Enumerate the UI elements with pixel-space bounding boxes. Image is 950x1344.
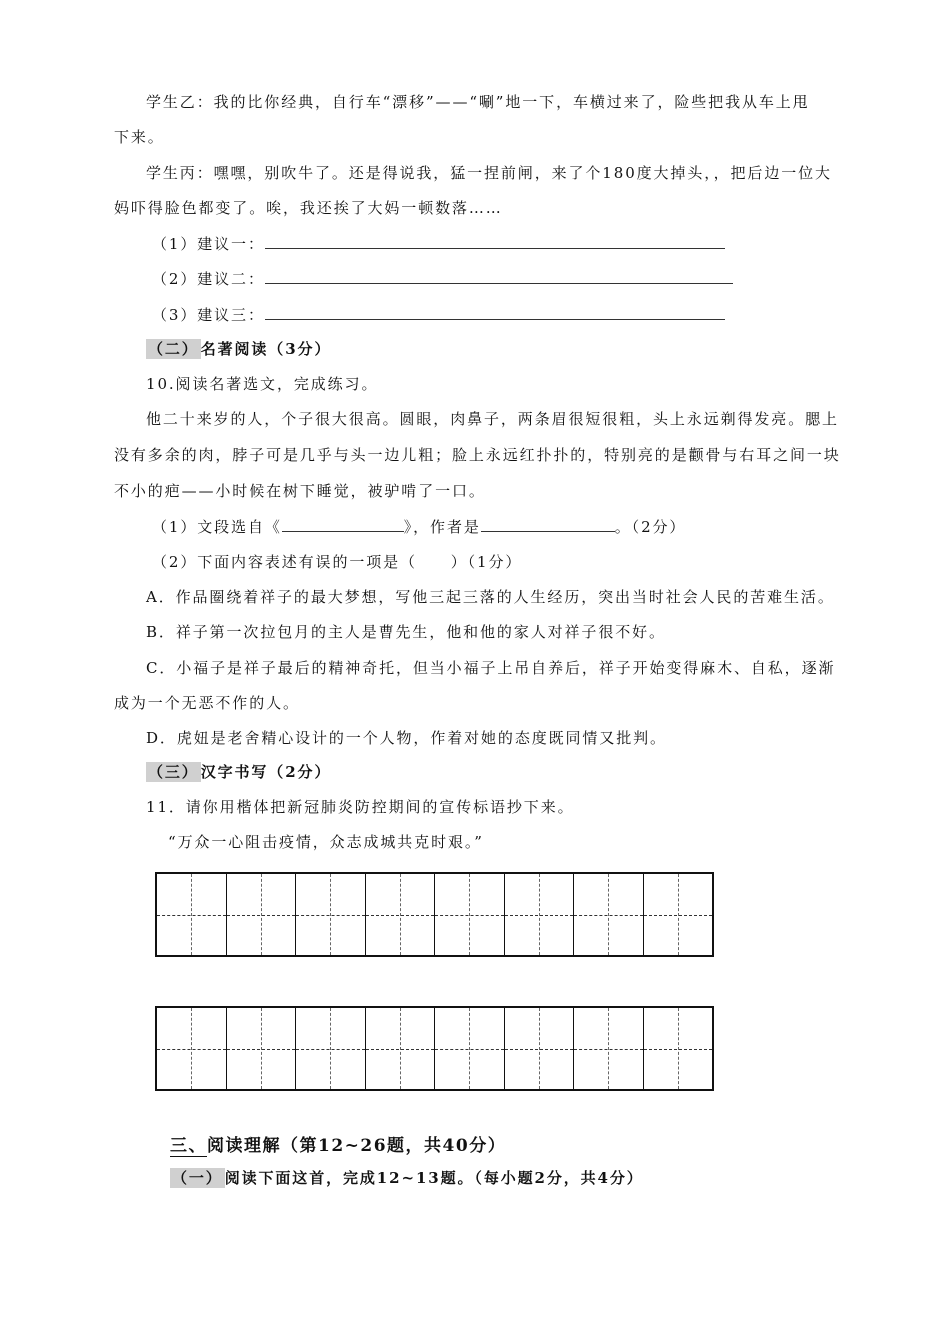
part3-title: 阅读理解（第12~26题，共40分）: [207, 1136, 507, 1156]
book-title-blank[interactable]: [282, 517, 404, 532]
q10-intro: 10.阅读名著选文，完成练习。: [146, 375, 379, 393]
grid-cell[interactable]: [644, 1008, 713, 1089]
grid-cell[interactable]: [227, 1008, 297, 1089]
part3-sub-tag: （一）: [172, 1169, 223, 1187]
section2-tag: （二）: [148, 340, 199, 358]
option-a: A．作品圈绕着祥子的最大梦想，写他三起三落的人生经历，突出当时社会人民的苦难生活。: [146, 588, 835, 606]
q10-1-mid: 》，作者是: [403, 518, 481, 536]
grid-cell[interactable]: [366, 874, 436, 955]
suggestion-2-answer-line[interactable]: [265, 269, 733, 284]
option-c-line1: C．小福子是祥子最后的精神奇托，但当小福子上吊自养后，祥子开始变得麻木、自私，逐渐: [146, 659, 836, 677]
q11-instruction: 11．请你用楷体把新冠肺炎防控期间的宣传标语抄下来。: [146, 798, 575, 816]
suggestion-3-answer-line[interactable]: [265, 305, 725, 320]
part3-sub-title: 阅读下面这首，完成12~13题。（每小题2分，共4分）: [224, 1169, 644, 1187]
passage-line1: 他二十来岁的人，个子很大很高。圆眼，肉鼻子，两条眉很短很粗，头上永远剃得发亮。腮上: [146, 410, 839, 428]
option-d: D．虎妞是老舍精心设计的一个人物，作着对她的态度既同情又批判。: [146, 729, 667, 747]
option-c-line2: 成为一个无恶不作的人。: [114, 694, 300, 712]
passage-line3: 不小的疤——小时候在树下睡觉，被驴啃了一口。: [114, 482, 486, 500]
grid-cell[interactable]: [574, 1008, 644, 1089]
suggestion-3-label: （3）建议三：: [152, 306, 265, 324]
student-b-line2: 下来。: [114, 128, 165, 146]
student-b-line1: 学生乙：我的比你经典，自行车“漂移”——“唰”地一下，车横过来了，险些把我从车上甩: [146, 93, 810, 111]
grid-cell[interactable]: [296, 1008, 366, 1089]
section3-tag: （三）: [148, 763, 199, 781]
student-c-line1: 学生丙：嘿嘿，别吹牛了。还是得说我，猛一捏前闸，来了个180度大掉头，，把后边一位大: [146, 164, 832, 182]
grid-cell[interactable]: [296, 874, 366, 955]
section3-title: 汉字书写（2分）: [200, 763, 332, 781]
grid-cell[interactable]: [505, 874, 575, 955]
part3-tag: 三、: [170, 1136, 207, 1156]
part3-heading: [170, 1131, 506, 1156]
q10-1-prefix: （1）文段选自《: [152, 518, 282, 536]
part3-sub-heading: [170, 1168, 644, 1188]
author-blank[interactable]: [481, 517, 615, 532]
suggestion-1-label: （1）建议一：: [152, 235, 265, 253]
passage-line2: 没有多余的肉，脖子可是几乎与头一边儿粗；脸上永远红扑扑的，特别亮的是颧骨与右耳之间一块: [114, 446, 841, 464]
student-c-line2: 妈吓得脸色都变了。唉，我还挨了大妈一顿数落……: [114, 199, 503, 217]
suggestion-1-answer-line[interactable]: [265, 234, 725, 249]
grid-cell[interactable]: [505, 1008, 575, 1089]
grid-cell[interactable]: [644, 874, 713, 955]
writing-grid-row-2: [155, 1006, 714, 1091]
q10-2: （2）下面内容表述有误的一项是（ ）（1分）: [152, 553, 523, 571]
q10-1: [152, 517, 686, 537]
section2-title: 名著阅读（3分）: [200, 340, 332, 358]
grid-cell[interactable]: [157, 1008, 227, 1089]
slogan: “万众一心阻击疫情，众志成城共克时艰。”: [168, 833, 484, 851]
suggestion-2: [152, 269, 733, 289]
grid-cell[interactable]: [157, 874, 227, 955]
q10-1-suffix: 。（2分）: [614, 518, 687, 536]
grid-cell[interactable]: [435, 874, 505, 955]
option-b: B．祥子第一次拉包月的主人是曹先生，他和他的家人对祥子很不好。: [146, 623, 666, 641]
grid-cell[interactable]: [227, 874, 297, 955]
grid-cell[interactable]: [366, 1008, 436, 1089]
section3-heading: [146, 762, 331, 782]
suggestion-1: [152, 234, 725, 254]
grid-cell[interactable]: [574, 874, 644, 955]
suggestion-3: [152, 305, 725, 325]
writing-grid-row-1: [155, 872, 714, 957]
grid-cell[interactable]: [435, 1008, 505, 1089]
suggestion-2-label: （2）建议二：: [152, 270, 265, 288]
section2-heading: [146, 339, 331, 359]
